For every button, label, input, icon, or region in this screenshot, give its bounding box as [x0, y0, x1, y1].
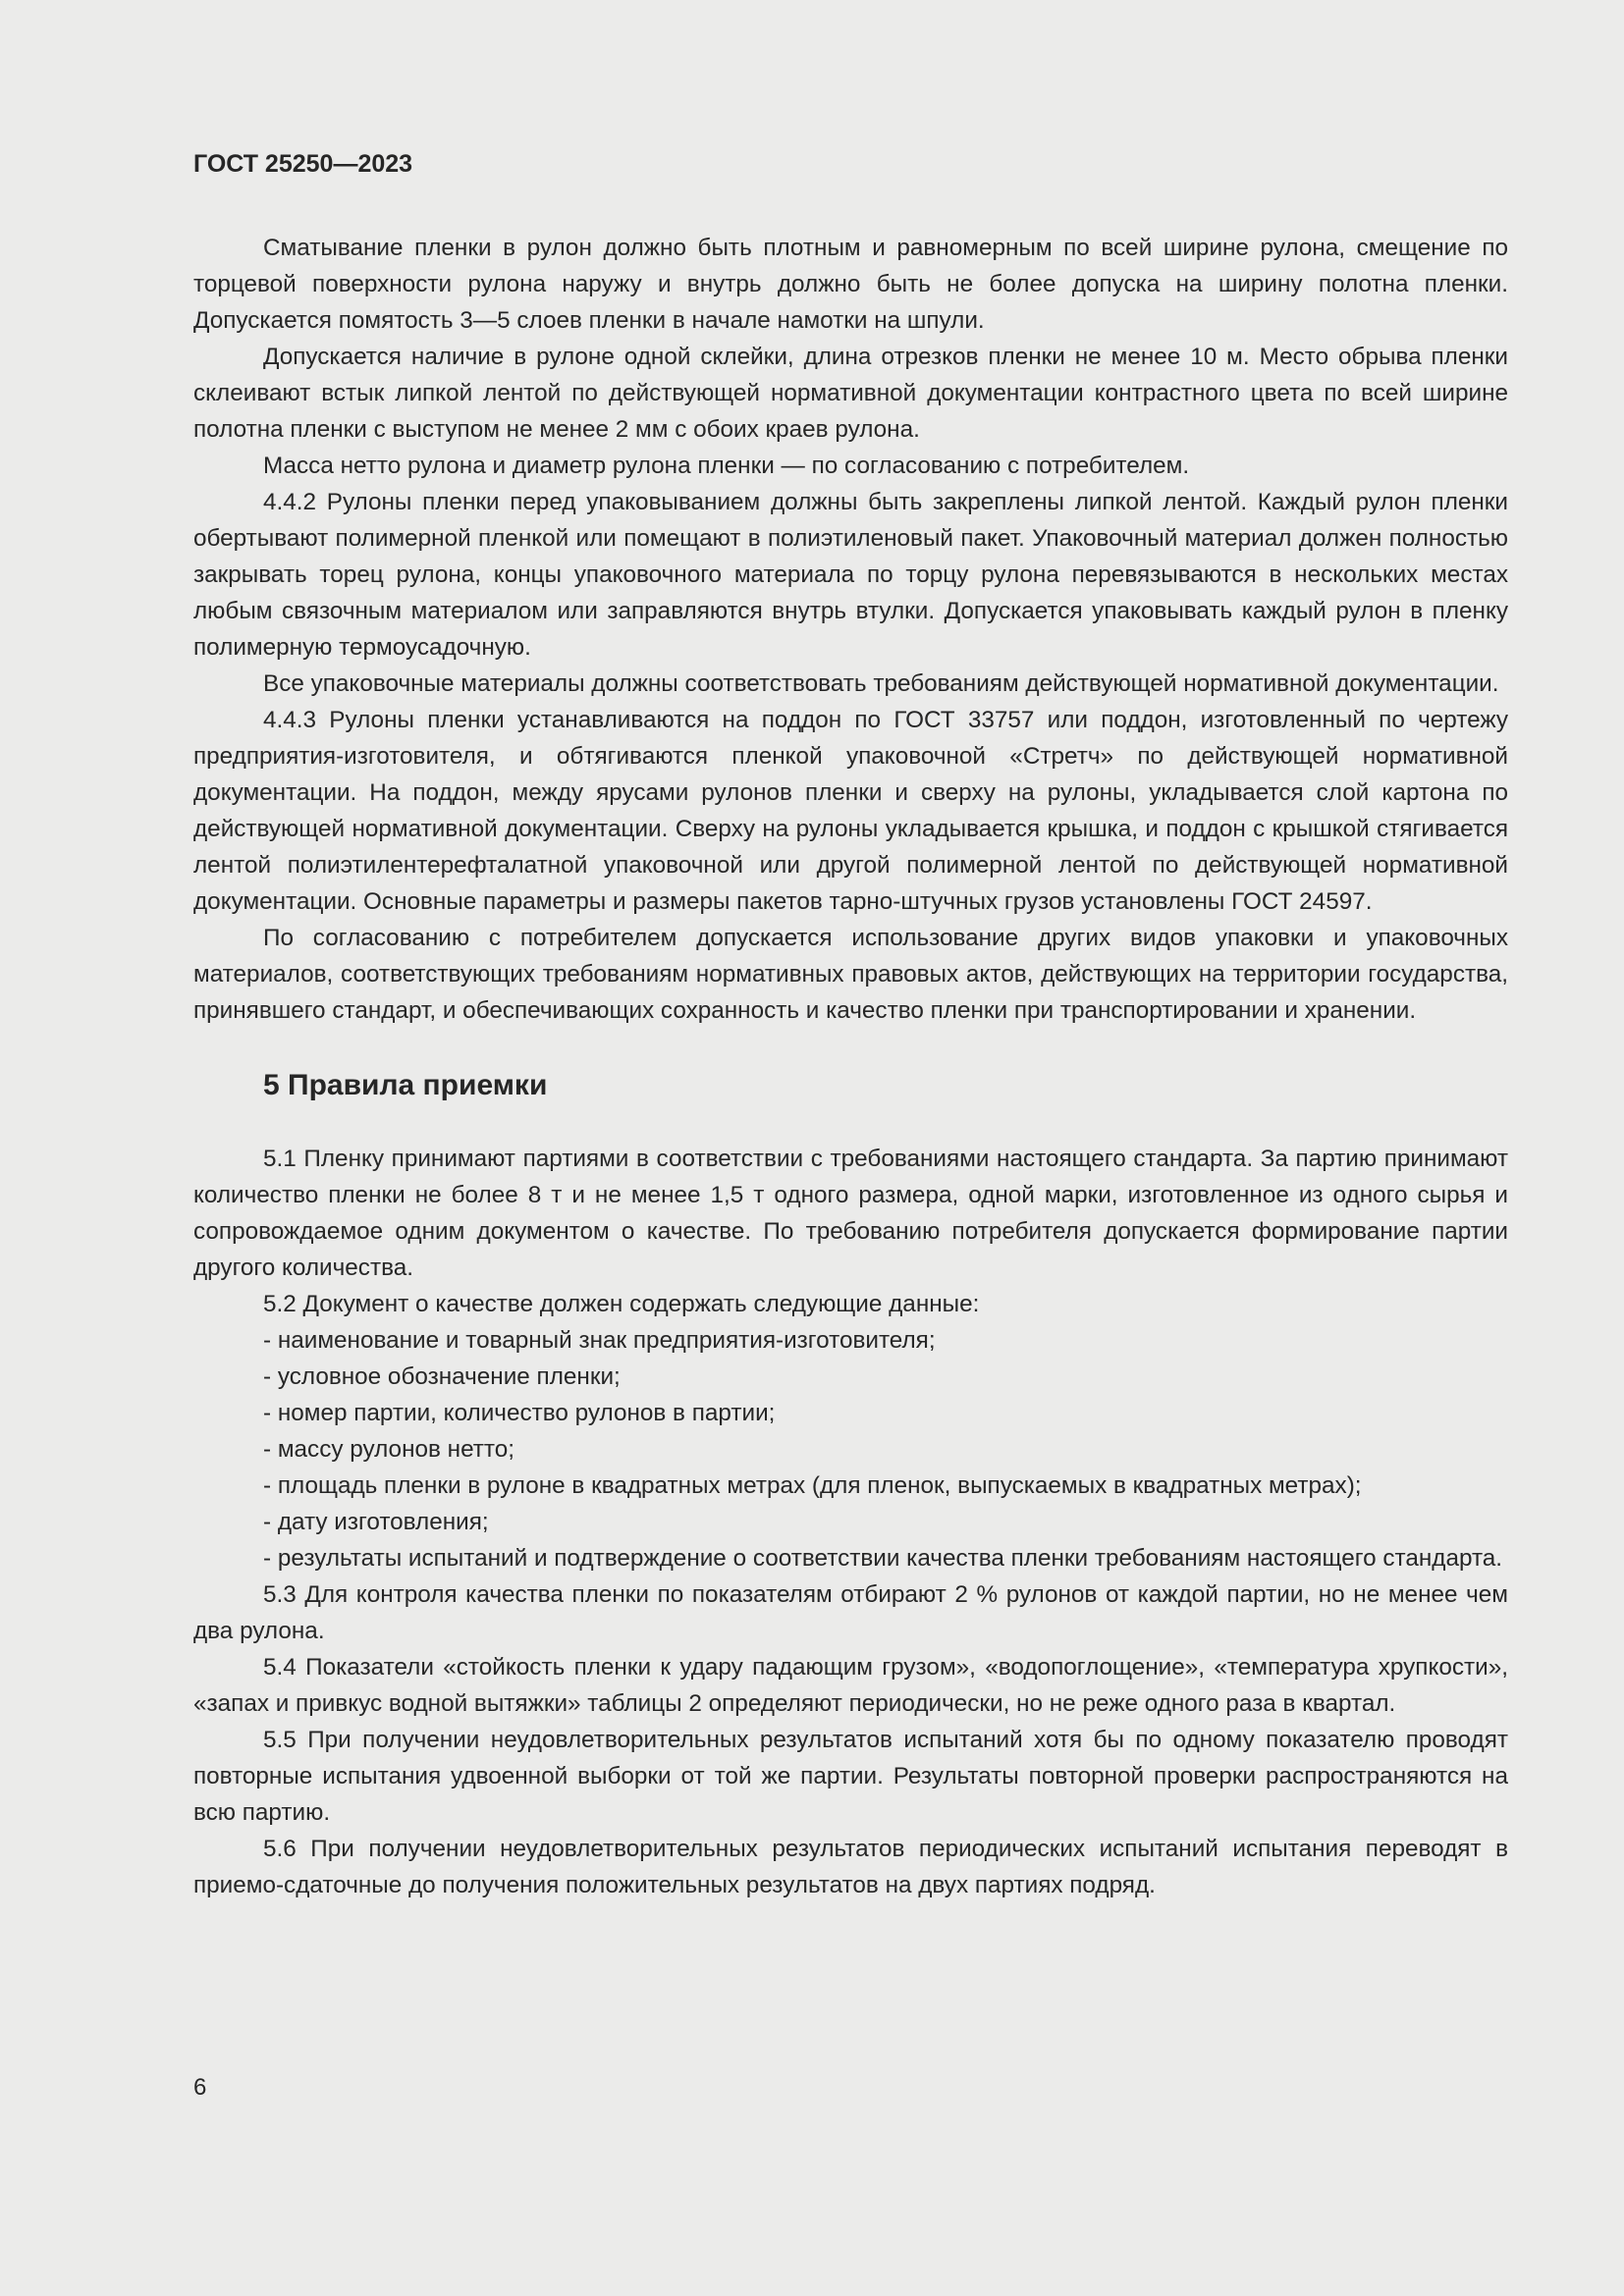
- document-body: [193, 230, 1508, 1903]
- paragraph: По согласованию с потребителем допускается использование других видов упаковки и упаковочных материалов, соответствующих требованиям нормативных правовых актов, действующих на территории государства, принявшего стандарт, и обеспечивающих сохранность и качество пленки при транспортировании и хранении.: [193, 925, 1508, 1024]
- paragraph-5-4: 5.4 Показатели «стойкость пленки к удару падающим грузом», «водопоглощение», «температура хрупкости», «запах и привкус водной вытяжки» таблицы 2 определяют периодически, но не реже одного раза в квартал.: [193, 1654, 1508, 1717]
- page-number: 6: [193, 2074, 207, 2101]
- paragraph-5-5: 5.5 При получении неудовлетворительных результатов испытаний хотя бы по одному показателю проводят повторные испытания удвоенной выборки от той же партии. Результаты повторной проверки распространяются на всю партию.: [193, 1727, 1508, 1826]
- list-item: - наименование и товарный знак предприятия-изготовителя;: [263, 1327, 936, 1354]
- paragraph-5-1: 5.1 Пленку принимают партиями в соответствии с требованиями настоящего стандарта. За партию принимают количество пленки не более 8 т и не менее 1,5 т одного размера, одной марки, изготовленное из одного сырья и сопровождаемое одним документом о качестве. По требованию потребителя допускается формирование партии другого количества.: [193, 1146, 1508, 1281]
- paragraph: Сматывание пленки в рулон должно быть плотным и равномерным по всей ширине рулона, смещение по торцевой поверхности рулона наружу и внутрь должно быть не более допуска на ширину полотна пленки. Допускается помятость 3—5 слоев пленки в начале намотки на шпули.: [193, 235, 1508, 334]
- document-header: ГОСТ 25250—2023: [193, 150, 413, 178]
- paragraph-4-4-2: 4.4.2 Рулоны пленки перед упаковыванием должны быть закреплены липкой лентой. Каждый рулон пленки обертывают полимерной пленкой или помещают в полиэтиленовый пакет. Упаковочный материал должен полностью закрывать торец рулона, концы упаковочного материала по торцу рулона перевязываются в нескольких местах любым связочным материалом или заправляются внутрь втулки. Допускается упаковывать каждый рулон в пленку полимерную термоусадочную.: [193, 489, 1508, 661]
- paragraph-5-3: 5.3 Для контроля качества пленки по показателям отбирают 2 % рулонов от каждой партии, но не менее чем два рулона.: [193, 1581, 1508, 1644]
- list-item: - номер партии, количество рулонов в партии;: [263, 1400, 776, 1426]
- list-item: - результаты испытаний и подтверждение о соответствии качества пленки требованиям настоящего стандарта.: [263, 1545, 1503, 1572]
- list-item: - площадь пленки в рулоне в квадратных метрах (для пленок, выпускаемых в квадратных метрах);: [263, 1472, 1362, 1499]
- list-item: - дату изготовления;: [263, 1509, 489, 1535]
- section-heading: 5 Правила приемки: [263, 1069, 548, 1101]
- list-item: - массу рулонов нетто;: [263, 1436, 515, 1463]
- paragraph: Масса нетто рулона и диаметр рулона пленки — по согласованию с потребителем.: [263, 453, 1190, 479]
- paragraph-5-2: 5.2 Документ о качестве должен содержать следующие данные:: [263, 1291, 980, 1317]
- paragraph-4-4-3: 4.4.3 Рулоны пленки устанавливаются на поддон по ГОСТ 33757 или поддон, изготовленный по чертежу предприятия-изготовителя, и обтягиваются пленкой упаковочной «Стретч» по действующей нормативной документации. На поддон, между ярусами рулонов пленки и сверху на рулоны, укладывается слой картона по действующей нормативной документации. Сверху на рулоны укладывается крышка, и поддон с крышкой стягивается лентой полиэтилентерефталатной упаковочной или другой полимерной лентой по действующей нормативной документации. Основные параметры и размеры пакетов тарно-штучных грузов установлены ГОСТ 24597.: [193, 707, 1508, 915]
- paragraph-5-6: 5.6 При получении неудовлетворительных результатов периодических испытаний испытания переводят в приемо-сдаточные до получения положительных результатов на двух партиях подряд.: [193, 1836, 1508, 1898]
- paragraph: Допускается наличие в рулоне одной склейки, длина отрезков пленки не менее 10 м. Место обрыва пленки склеивают встык липкой лентой по действующей нормативной документации контрастного цвета по всей ширине полотна пленки с выступом не менее 2 мм с обоих краев рулона.: [193, 344, 1508, 443]
- list-item: - условное обозначение пленки;: [263, 1363, 621, 1390]
- paragraph: Все упаковочные материалы должны соответствовать требованиям действующей нормативной документации.: [263, 670, 1499, 697]
